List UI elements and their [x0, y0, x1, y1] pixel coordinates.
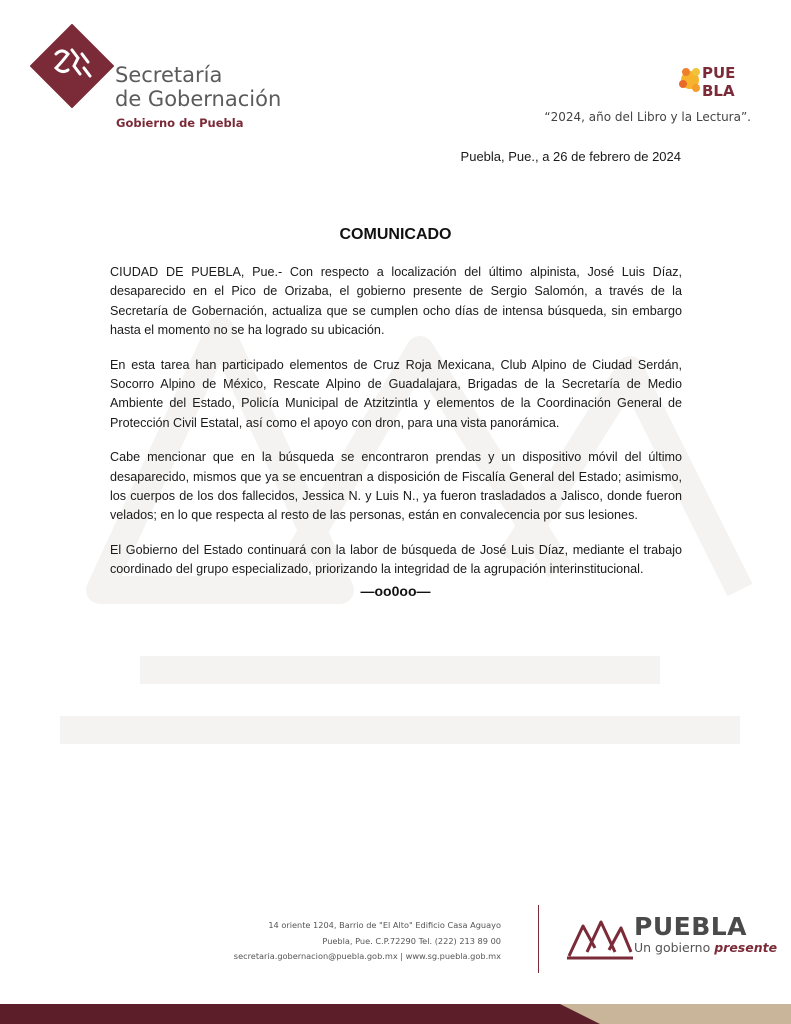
svg-text:PUE: PUE	[702, 64, 736, 82]
body-paragraph-3: Cabe mencionar que en la búsqueda se encontraron prendas y un dispositivo móvil del último desaparecido, mismos que ya se encuentran a disposición de Fiscalía General del Estado; asimismo, los cuerpos de los dos fallecidos, Jessica N. y Luis N., ya fueron trasladados a Jalisco, donde fueron velados; en lo que respecta al resto de las personas, están en convalecencia por sus lesiones.	[110, 450, 682, 523]
footer-address-line1: 14 oriente 1204, Barrio de "El Alto" Edificio Casa Aguayo	[268, 920, 501, 930]
footer-address-line3: secretaria.gobernacion@puebla.gob.mx | www.sg.puebla.gob.mx	[233, 951, 501, 961]
footer-tagline-emphasis: presente	[714, 940, 778, 955]
body-paragraph-1: CIUDAD DE PUEBLA, Pue.- Con respecto a localización del último alpinista, José Luis Díaz, desaparecido en el Pico de Orizaba, el gobierno presente de Sergio Salomón, a través de la Secretaría de Gobernación, actualiza que se cumplen ocho días de intensa búsqueda, sin embargo hasta el momento no se ha logrado su ubicación.	[110, 265, 682, 338]
date-line: Puebla, Pue., a 26 de febrero de 2024	[460, 149, 681, 164]
bottom-stripe	[0, 1004, 791, 1024]
secretaria-title-line1: Secretaría	[115, 63, 223, 87]
document-body	[110, 263, 682, 595]
secretaria-title-line2: de Gobernación	[115, 87, 282, 111]
footer-emblem-icon	[565, 912, 635, 962]
secretaria-logo-icon	[30, 24, 114, 108]
footer-divider	[538, 905, 539, 973]
footer-address-line2: Puebla, Pue. C.P.72290 Tel. (222) 213 89 00	[322, 935, 501, 946]
footer-address	[234, 918, 501, 965]
svg-text:BLA: BLA	[702, 82, 735, 100]
footer-tagline-prefix: Un gobierno	[634, 940, 711, 955]
footer-brand: PUEBLA	[634, 912, 748, 941]
closing-mark: —oo0oo—	[360, 583, 431, 599]
puebla-logo-icon	[678, 60, 748, 102]
body-paragraph-4: El Gobierno del Estado continuará con la labor de búsqueda de José Luis Díaz, mediante el trabajo coordinado del grupo especializado, priorizando la integridad de la agrupación interinstitucional.	[110, 542, 682, 577]
gobierno-label: Gobierno de Puebla	[116, 116, 244, 130]
header-motto: “2024, año del Libro y la Lectura”.	[544, 110, 751, 124]
document-title: COMUNICADO	[339, 226, 452, 243]
body-paragraph-2: En esta tarea han participado elementos de Cruz Roja Mexicana, Club Alpino de Ciudad Serdán, Socorro Alpino de México, Rescate Alpino de Guadalajara, Brigadas de la Secretaría de Medio Ambiente del Estado, Policía Municipal de Atzitzintla y elementos de la Coordinación General de Protección Civil Estatal, así como el apoyo con dron, para una vista panorámica.	[110, 357, 682, 430]
footer-tagline	[634, 940, 777, 955]
